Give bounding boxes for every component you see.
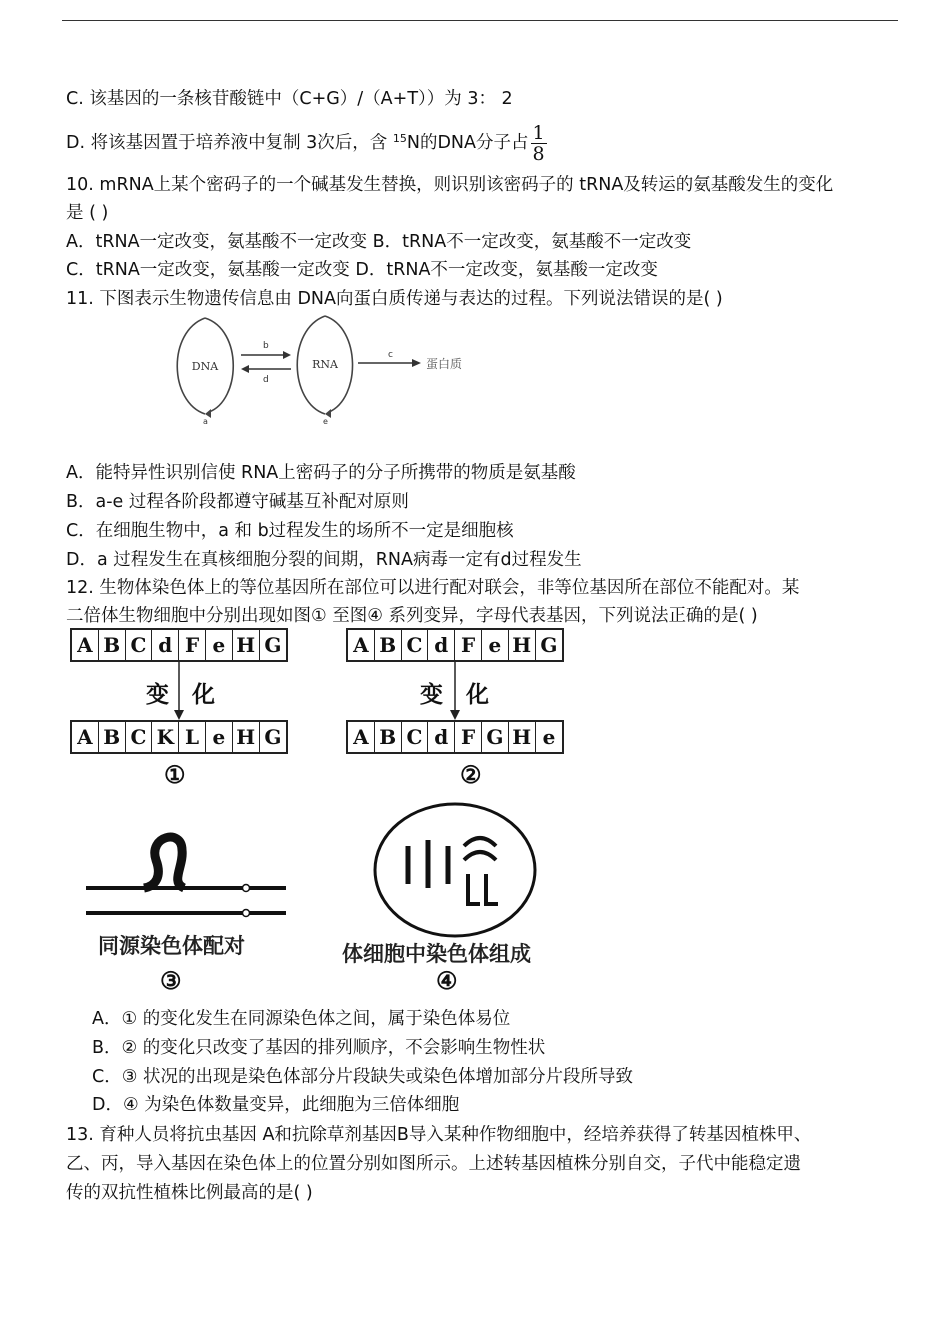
gene-cell: H bbox=[233, 722, 260, 752]
q12-option-a: A．① 的变化发生在同源染色体之间，属于染色体易位 bbox=[92, 1009, 511, 1029]
gene-cell: d bbox=[152, 630, 179, 660]
q12-stem-line1: 12. 生物体染色体上的等位基因所在部位可以进行配对联会，非等位基因所在部位不能配对。某 bbox=[66, 578, 800, 598]
gene-cell: C bbox=[402, 630, 429, 660]
gene-cell: G bbox=[264, 633, 282, 657]
q13-line3: 传的双抗性植株比例最高的是( ) bbox=[66, 1183, 313, 1203]
gene-cell: A bbox=[348, 630, 375, 660]
fig2-change-left: 变 bbox=[420, 681, 443, 708]
gene-cell: e bbox=[206, 630, 233, 660]
q11-stem: 11. 下图表示生物遗传信息由 DNA向蛋白质传递与表达的过程。下列说法错误的是( ) bbox=[66, 289, 723, 309]
fig4-caption: 体细胞中染色体组成 bbox=[342, 941, 531, 966]
label-a: a bbox=[203, 417, 208, 426]
q10-stem-line1: 10. mRNA上某个密码子的一个碱基发生替换，则识别该密码子的 tRNA及转运的氨基酸发生的变化 bbox=[66, 175, 834, 195]
q9-option-d: D. 将该基因置于培养液中复制 3次后，含 $^{15}$N的DNA分子占 $\frac{1}{8}$ bbox=[66, 121, 545, 165]
fig1-changed-chromosome bbox=[70, 720, 288, 754]
fig1-arrow bbox=[172, 662, 186, 722]
dna-label: DNA bbox=[191, 360, 219, 373]
gene-cell: G bbox=[482, 722, 509, 752]
gene-cell: e bbox=[206, 722, 233, 752]
q13-line2: 乙、丙，导入基因在染色体上的位置分别如图所示。上述转基因植株分别自交，子代中能稳定遗 bbox=[66, 1154, 801, 1174]
rna-label: RNA bbox=[312, 358, 338, 371]
fig1-change-right: 化 bbox=[192, 681, 215, 708]
q12-option-c: C．③ 状况的出现是染色体部分片段缺失或染色体增加部分片段所导致 bbox=[92, 1067, 633, 1087]
fig4-label: ④ bbox=[436, 966, 458, 995]
chromosome-loop bbox=[144, 837, 184, 888]
gene-cell: B bbox=[375, 630, 402, 660]
gene-cell: H bbox=[509, 630, 536, 660]
central-dogma-diagram bbox=[175, 312, 475, 426]
fig2-changed-chromosome bbox=[346, 720, 564, 754]
q13-line1: 13. 育种人员将抗虫基因 A和抗除草剂基因B导入某种作物细胞中，经培养获得了转基因植株甲、 bbox=[66, 1125, 812, 1145]
q12-stem-line2: 二倍体生物细胞中分别出现如图① 至图④ 系列变异，字母代表基因，下列说法正确的是( ) bbox=[66, 606, 758, 626]
gene-cell: A bbox=[348, 722, 375, 752]
gene-cell: G bbox=[540, 633, 558, 657]
label-e: e bbox=[323, 417, 328, 426]
gene-cell: H bbox=[509, 722, 536, 752]
gene-cell: d bbox=[428, 630, 455, 660]
gene-cell: C bbox=[402, 722, 429, 752]
q11-option-c: C．在细胞生物中，a 和 b过程发生的场所不一定是细胞核 bbox=[66, 521, 514, 541]
gene-cell: F bbox=[455, 630, 482, 660]
fraction-one-eighth: $\frac{1}{8}$ bbox=[532, 121, 545, 165]
q10-options-ab: A．tRNA一定改变，氨基酸不一定改变 B．tRNA不一定改变，氨基酸不一定改变 bbox=[66, 232, 692, 252]
gene-cell: L bbox=[179, 722, 206, 752]
gene-cell: e bbox=[482, 630, 509, 660]
gene-cell: G bbox=[264, 725, 282, 749]
label-c: c bbox=[388, 350, 393, 360]
fig4-cell-chromosomes bbox=[372, 800, 542, 940]
q12-option-d: D．④ 为染色体数量变异，此细胞为三倍体细胞 bbox=[92, 1095, 460, 1115]
label-b: b bbox=[263, 341, 269, 351]
gene-cell: C bbox=[126, 630, 153, 660]
gene-cell: B bbox=[375, 722, 402, 752]
gene-cell: K bbox=[152, 722, 179, 752]
fig1-label: ① bbox=[164, 760, 186, 789]
gene-cell: F bbox=[455, 722, 482, 752]
protein-label: 蛋白质 bbox=[426, 357, 463, 371]
fig3-homologous-pairing bbox=[86, 826, 296, 926]
header-rule bbox=[62, 20, 898, 21]
fig2-label: ② bbox=[460, 760, 482, 789]
fig1-original-chromosome bbox=[70, 628, 288, 662]
fig2-change-right: 化 bbox=[466, 681, 489, 708]
gene-cell: e bbox=[542, 725, 556, 749]
q12-option-b: B．② 的变化只改变了基因的排列顺序，不会影响生物性状 bbox=[92, 1038, 546, 1058]
q10-options-cd: C．tRNA一定改变，氨基酸一定改变 D．tRNA不一定改变，氨基酸一定改变 bbox=[66, 260, 658, 280]
gene-cell: C bbox=[126, 722, 153, 752]
gene-cell: A bbox=[72, 722, 99, 752]
gene-cell: H bbox=[233, 630, 260, 660]
q11-option-a: A．能特异性识别信使 RNA上密码子的分子所携带的物质是氨基酸 bbox=[66, 463, 576, 483]
q11-option-b: B．a-e 过程各阶段都遵守碱基互补配对原则 bbox=[66, 492, 409, 512]
fig2-original-chromosome bbox=[346, 628, 564, 662]
fig3-caption: 同源染色体配对 bbox=[98, 933, 245, 958]
q10-stem-line2: 是 ( ) bbox=[66, 203, 109, 223]
cell-outline bbox=[375, 804, 535, 936]
gene-cell: B bbox=[99, 630, 126, 660]
fig2-arrow bbox=[448, 662, 462, 722]
gene-cell: d bbox=[428, 722, 455, 752]
gene-cell: B bbox=[99, 722, 126, 752]
fig3-label: ③ bbox=[160, 966, 182, 995]
fig1-change-left: 变 bbox=[146, 681, 169, 708]
q9-option-c: C. 该基因的一条核苷酸链中（C+G）/（A+T））为 3： 2 bbox=[66, 89, 513, 109]
q11-option-d: D．a 过程发生在真核细胞分裂的间期，RNA病毒一定有d过程发生 bbox=[66, 550, 582, 570]
gene-cell: F bbox=[179, 630, 206, 660]
label-d: d bbox=[263, 375, 269, 385]
gene-cell: A bbox=[72, 630, 99, 660]
